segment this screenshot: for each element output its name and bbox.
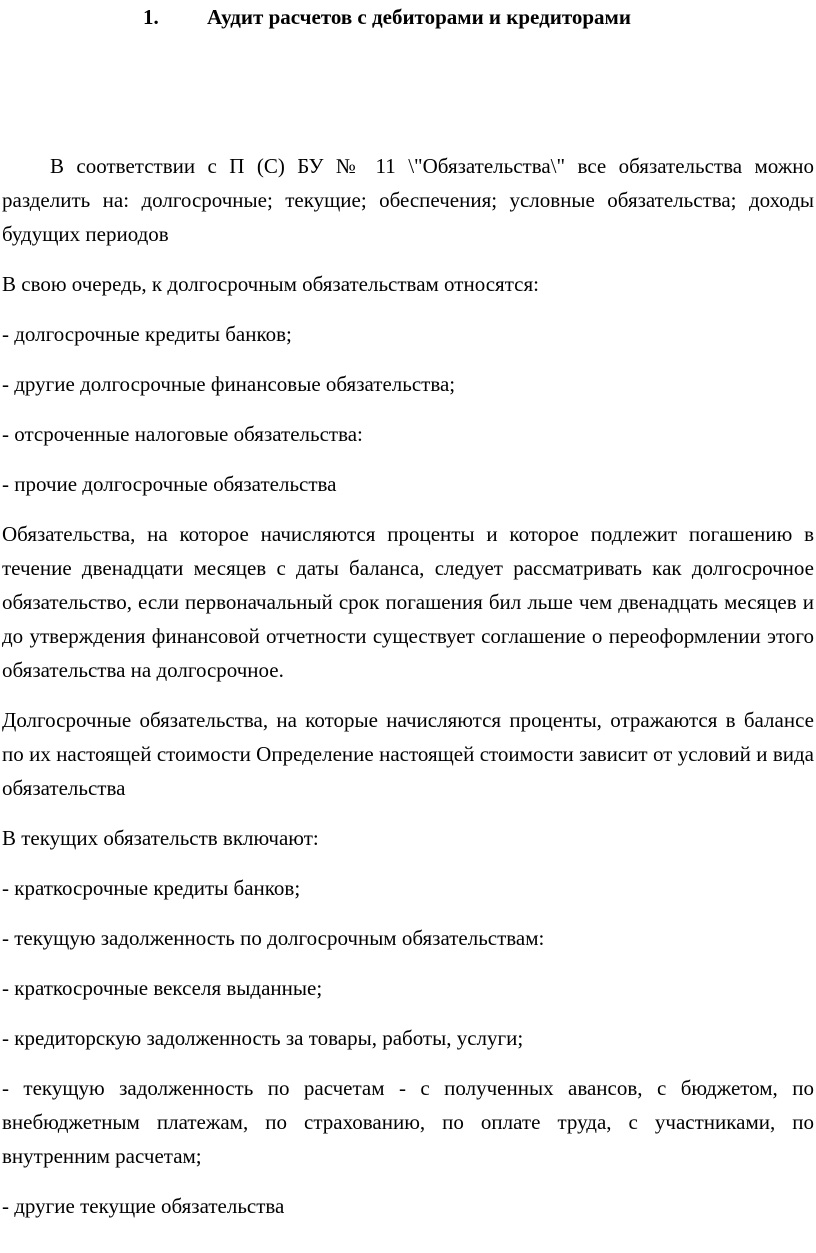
list-item: - краткосрочные векселя выданные; — [2, 976, 323, 1000]
list-item: - прочие долгосрочные обязательства — [2, 472, 337, 496]
section-title: Аудит расчетов с дебиторами и кредиторами — [207, 5, 631, 29]
list-item: - кредиторскую задолженность за товары, работы, услуги; — [2, 1026, 524, 1050]
section-number: 1. — [143, 5, 159, 29]
list-item: - текущую задолженность по расчетам - с полученных авансов, с бюджетом, по внебюджетным платежам, по страхованию, по оплате труда, с участниками, по внутренним расчетам; — [2, 1076, 814, 1168]
paragraph: В текущих обязательств включают: — [2, 826, 319, 850]
document-body — [2, 149, 814, 1239]
list-item: - текущую задолженность по долгосрочным обязательствам: — [2, 926, 545, 950]
intro-paragraph: В соответствии с П (С) БУ № 11 \"Обязательства\" все обязательства можно разделить на: долгосрочные; текущие; обеспечения; условные обязательства; доходы будущих периодов — [2, 154, 814, 246]
list-item: - отсроченные налоговые обязательства: — [2, 422, 363, 446]
list-item: - другие долгосрочные финансовые обязательства; — [2, 372, 456, 396]
list-item: - другие текущие обязательства — [2, 1194, 285, 1218]
list-item: - долгосрочные кредиты банков; — [2, 322, 292, 346]
paragraph: В свою очередь, к долгосрочным обязательствам относятся: — [2, 272, 539, 296]
list-item: - краткосрочные кредиты банков; — [2, 876, 301, 900]
paragraph: Обязательства, на которое начисляются проценты и которое подлежит погашению в течение двенадцати месяцев с даты баланса, следует рассматривать как долгосрочное обязательство, если первоначальный срок погашения бил льше чем двенадцать месяцев и до утверждения финансовой отчетности существует соглашение о переоформлении этого обязательства на долгосрочное. — [2, 522, 814, 682]
paragraph: Долгосрочные обязательства, на которые начисляются проценты, отражаются в балансе по их настоящей стоимости Определение настоящей стоимости зависит от условий и вида обязательства — [2, 708, 814, 800]
